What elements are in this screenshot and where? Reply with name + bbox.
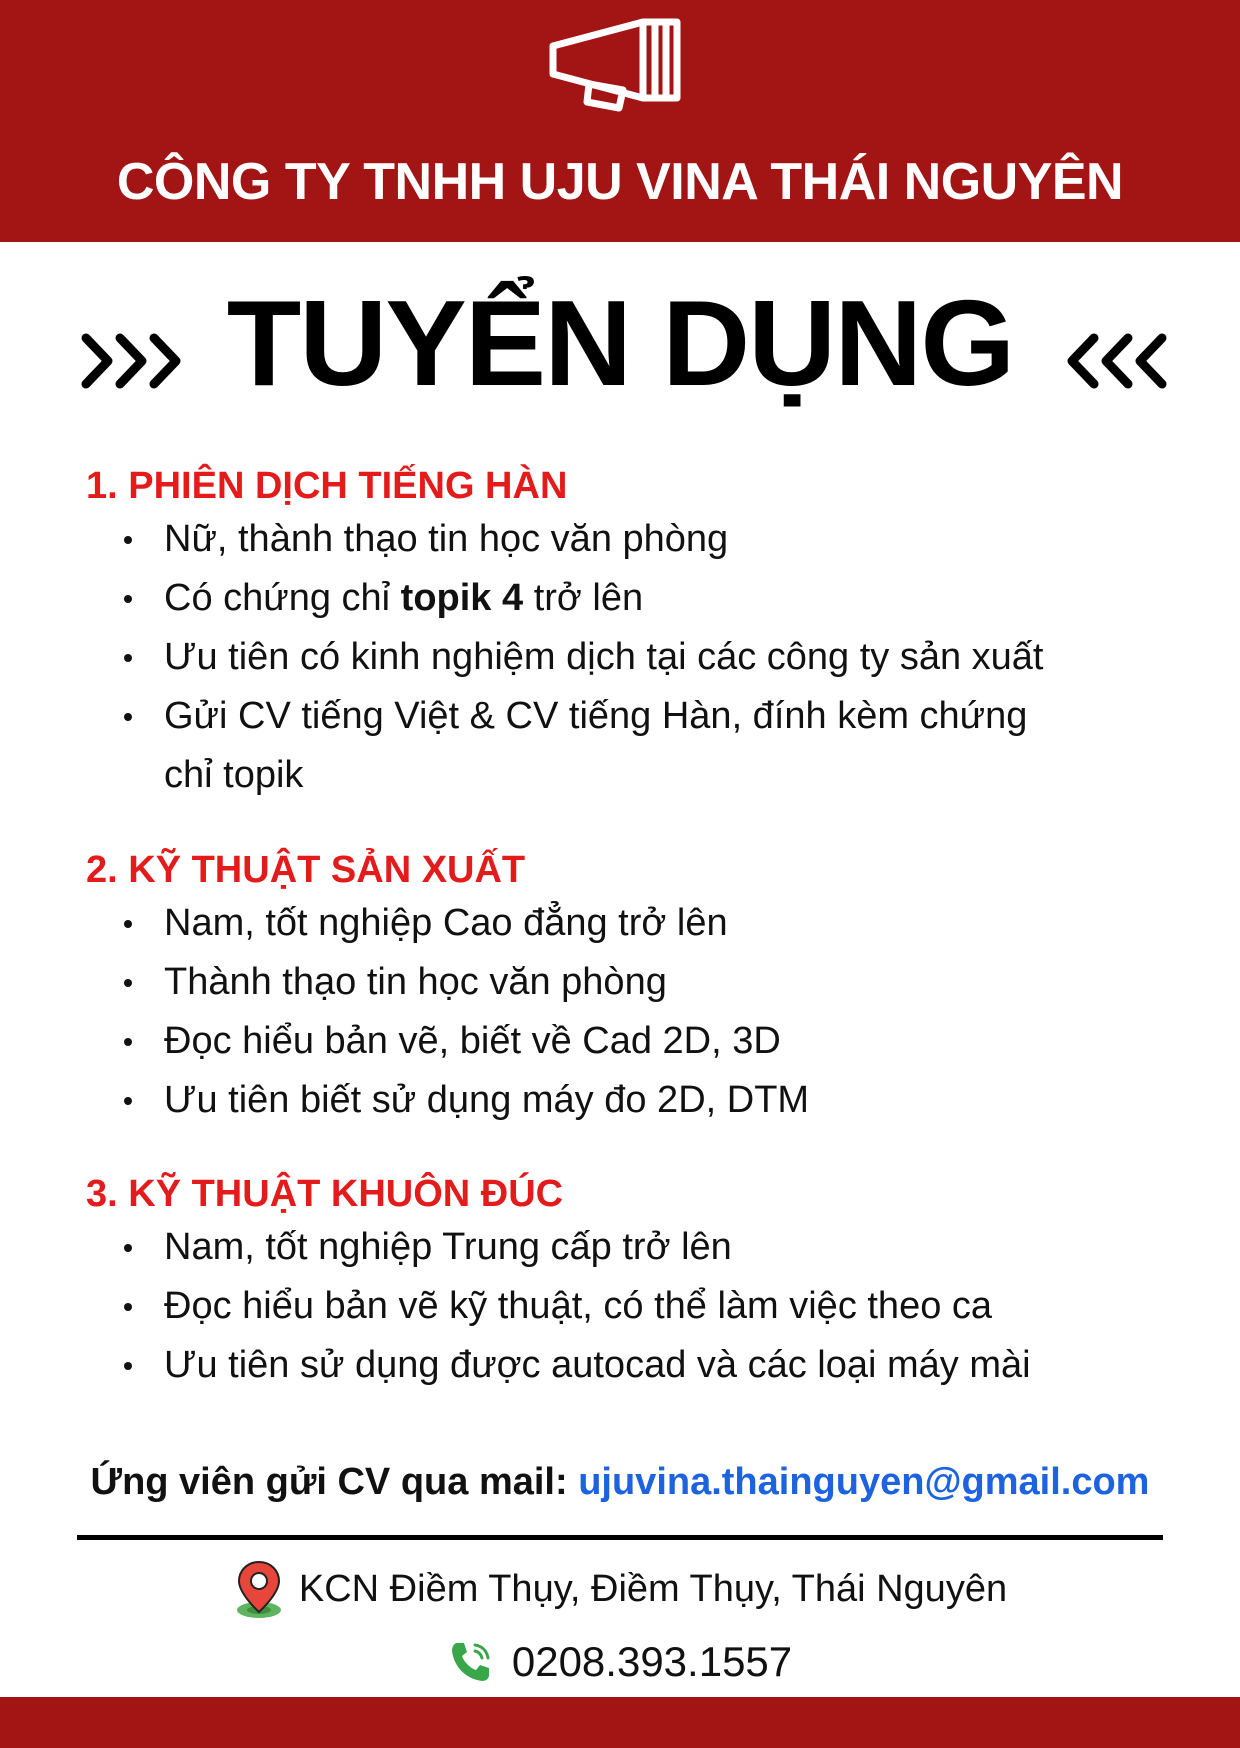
requirement-list xyxy=(86,1218,1186,1395)
list-item-text: Ưu tiên có kinh nghiệm dịch tại các công ty sản xuất xyxy=(164,636,1044,678)
mail-line xyxy=(0,1456,1240,1508)
list-item xyxy=(86,510,1186,569)
address-text: KCN Điềm Thụy, Điềm Thụy, Thái Nguyên xyxy=(298,1568,1008,1610)
list-item-text: Nam, tốt nghiệp Trung cấp trở lên xyxy=(164,1226,732,1268)
hero xyxy=(0,268,1240,428)
list-item-bold-text: topik 4 xyxy=(400,577,524,619)
list-item xyxy=(86,894,1186,953)
email-link[interactable]: ujuvina.thainguyen@gmail.com xyxy=(578,1461,1150,1503)
section-title: 3. KỸ THUẬT KHUÔN ĐÚC xyxy=(86,1173,564,1215)
section-title: 2. KỸ THUẬT SẢN XUẤT xyxy=(86,849,526,891)
section-mold-engineer xyxy=(86,1170,1186,1395)
footer-bar xyxy=(0,1697,1240,1748)
phone-number[interactable]: 0208.393.1557 xyxy=(511,1638,793,1685)
requirement-list xyxy=(86,894,1186,1130)
list-item-text: Đọc hiểu bản vẽ, biết về Cad 2D, 3D xyxy=(164,1020,781,1062)
mail-label: Ứng viên gửi CV qua mail: xyxy=(90,1461,579,1503)
chevrons-left-icon xyxy=(1060,326,1170,396)
list-item-text: Gửi CV tiếng Việt & CV tiếng Hàn, đính kèm chứng xyxy=(164,695,1028,737)
divider xyxy=(77,1535,1163,1540)
list-item-text: chỉ topik xyxy=(164,754,304,796)
list-item xyxy=(86,953,1186,1012)
page-title: TUYỂN DỤNG xyxy=(226,275,1014,411)
section-production-engineer xyxy=(86,846,1186,1130)
list-item-text: Ưu tiên sử dụng được autocad và các loại máy mài xyxy=(164,1344,1031,1386)
list-item xyxy=(86,1277,1186,1336)
list-item xyxy=(86,569,1186,628)
list-item-text: Đọc hiểu bản vẽ kỹ thuật, có thể làm việc theo ca xyxy=(164,1285,993,1327)
list-item xyxy=(86,1218,1186,1277)
location-pin-icon xyxy=(233,1558,285,1620)
list-item-text: Có chứng chỉ xyxy=(164,577,401,619)
requirement-list xyxy=(86,510,1186,805)
phone-icon xyxy=(448,1639,494,1685)
address-row xyxy=(0,1557,1240,1621)
phone-row xyxy=(0,1632,1240,1692)
company-name: CÔNG TY TNHH UJU VINA THÁI NGUYÊN xyxy=(116,153,1124,211)
header-banner xyxy=(0,0,1240,242)
list-item xyxy=(86,628,1186,687)
list-item xyxy=(86,1012,1186,1071)
list-item-text: Thành thạo tin học văn phòng xyxy=(164,961,667,1003)
section-title: 1. PHIÊN DỊCH TIẾNG HÀN xyxy=(86,465,568,507)
list-item-text: trở lên xyxy=(523,577,644,619)
list-item xyxy=(86,687,1186,805)
list-item xyxy=(86,1071,1186,1130)
megaphone-icon xyxy=(547,16,683,112)
section-interpreter xyxy=(86,462,1186,805)
list-item-text: Ưu tiên biết sử dụng máy đo 2D, DTM xyxy=(164,1079,810,1121)
list-item-text: Nam, tốt nghiệp Cao đẳng trở lên xyxy=(164,902,728,944)
list-item xyxy=(86,1336,1186,1395)
list-item-text: Nữ, thành thạo tin học văn phòng xyxy=(164,518,729,560)
